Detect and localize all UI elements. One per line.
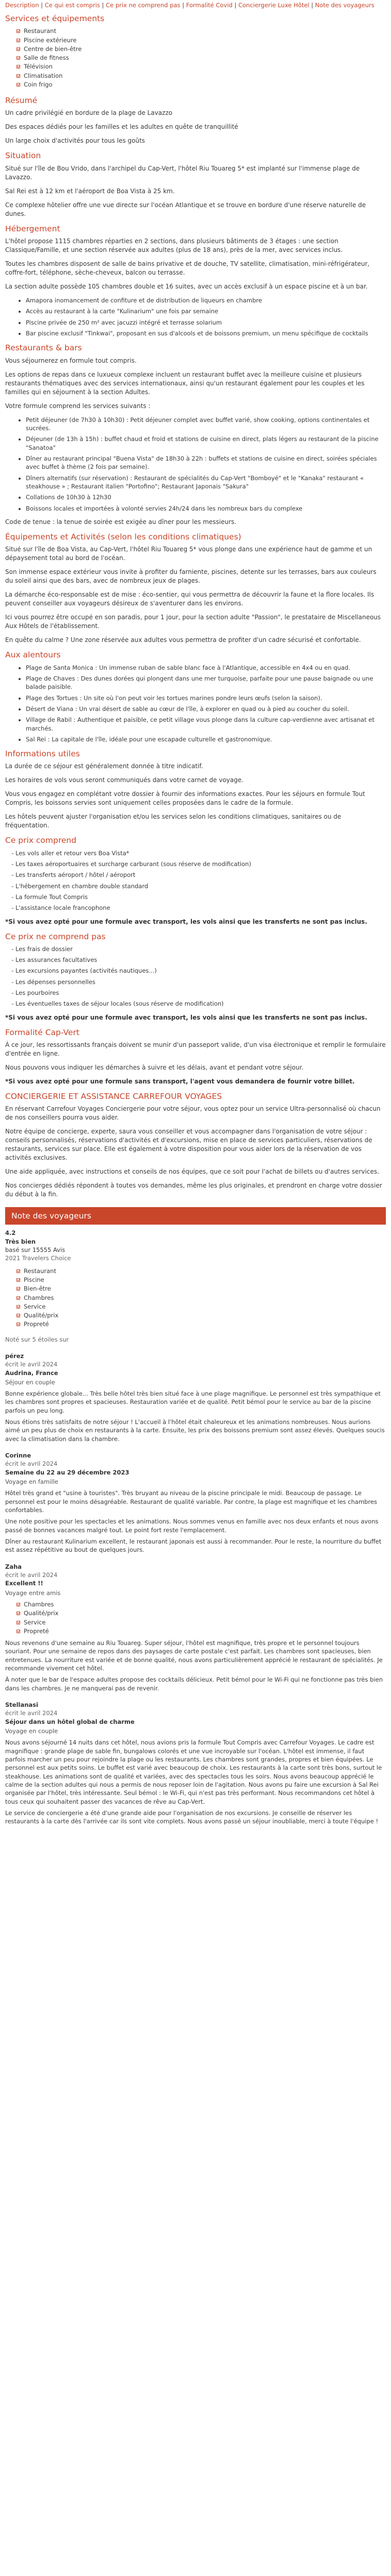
review-card — [5, 1352, 386, 1443]
list-item: Chambres — [17, 1294, 386, 1302]
review-stay-type: Séjour en couple — [5, 1378, 55, 1386]
infos-text: La durée de ce séjour est généralement donnée à titre indicatif. — [5, 762, 203, 770]
review-author: Stellanasi — [5, 1701, 38, 1709]
section-title-compris: Ce prix comprend — [5, 836, 77, 845]
list-item: - Les éventuelles taxes de séjour locales (sous réserve de modification) — [15, 999, 386, 1008]
list-item: • Dîners alternatifs (sur réservation) : Restaurant de spécialités du Cap-Vert "Bomboyé" et le "Kanaka" restaurant « steakhouse » ; Restaurant italien "Portofino"; Restaurant Japonais "Sakura" — [26, 474, 386, 491]
list-item: • Boissons locales et importées à volonté servies 24h/24 dans les nombreux bars du complexe — [26, 504, 386, 513]
review-tags — [5, 1267, 386, 1329]
review-score: 4.2 — [5, 1229, 16, 1237]
compris-list — [5, 849, 386, 912]
review-text: À noter que le bar de l'espace adultes propose des cocktails délicieux. Petit bémol pour le Wi-Fi qui ne fonctionne pas très bien dans les chambres. Je ne manquerai pas de revenir. — [5, 1676, 383, 1692]
anchor-link[interactable]: Ce prix ne comprend pas — [106, 2, 181, 9]
review-author: Zaha — [5, 1563, 22, 1570]
review-stay-type: Voyage en couple — [5, 1727, 58, 1735]
list-item: • Désert de Viana : Un vrai désert de sable au cœur de l'île, à explorer en quad ou à pied au coucher du soleil. — [26, 705, 386, 713]
list-item: • Dîner au restaurant principal "Buena Vista" de 18h30 à 22h : buffets et stations de cuisine en direct, soirées spéciales avec buffet à thème (2 fois par semaine). — [26, 454, 386, 471]
compris-note: *Si vous avez opté pour une formule avec transport, les vols ainsi que les transferts ne sont pas inclus. — [5, 918, 367, 925]
review-card — [5, 1451, 386, 1554]
list-item: - Les dépenses personnelles — [15, 978, 386, 986]
list-item: - Les excursions payantes (activités nautiques...) — [15, 967, 386, 975]
hebergement-text: La section adulte possède 105 chambres double et 16 suites, avec un accès exclusif à un espace piscine et à un bar. — [5, 283, 368, 291]
list-item: - Les transferts aéroport / hôtel / aéroport — [15, 871, 386, 879]
review-card — [5, 1563, 386, 1692]
alentours-list — [5, 664, 386, 744]
anchor-link[interactable]: Description — [5, 2, 39, 9]
services-list — [5, 27, 386, 89]
resume-text: Un cadre privilégié en bordure de la plage de Lavazzo — [5, 109, 173, 117]
review-text: Bonne expérience globale... Très belle hôtel très bien situé face à une plage magnifique. Le personnel est très sympathique et les chambres sont propres et spacieuses. Restauration variée et de qualité. Petit bémol pour le service au bar de la piscine parfois un peu long. — [5, 1390, 381, 1414]
activites-text: En quête du calme ? Une zone réservée aux adultes vous permettra de profiter d'un cadre sécurisé et confortable. — [5, 636, 361, 644]
list-item: - Les pourboires — [15, 989, 386, 997]
check-icon — [17, 1612, 20, 1615]
list-item: - Les vols aller et retour vers Boa Vista* — [15, 849, 386, 857]
review-stay-type: Voyage en famille — [5, 1478, 58, 1486]
formalite-text: Nous pouvons vous indiquer les démarches à suivre et les délais, avant et pendant votre séjour. — [5, 1063, 304, 1071]
section-title-activites: Équipements et Activités (selon les conditions climatiques) — [5, 532, 241, 541]
anchor-links: Description | Ce qui est compris | Ce prix ne comprend pas | Formalité Covid | Conciergerie Luxe Hôtel | Note des voyageurs — [5, 2, 374, 9]
review-text: Nous revenons d'une semaine au Riu Touareg. Super séjour, l'hôtel est magnifique, très propre et le personnel toujours souriant. Pour une semaine de repos dans des paysages de carte postale c'est parfait. Les chambres sont spacieuses, bien entretenues. La nourriture est variée et de bonne qualité, nous avons particulièrement apprécié le restaurant de spécialités. Je recommande vivement cet hôtel. — [5, 1639, 383, 1672]
conciergerie-text: En réservant Carrefour Voyages Conciergerie pour votre séjour, vous optez pour un service Ultra-personnalisé où chacun de nos conseillers pourra vous aider. — [5, 1105, 381, 1122]
check-icon — [17, 74, 20, 78]
check-icon — [17, 1603, 20, 1606]
review-date: écrit le avril 2024 — [5, 1709, 58, 1717]
list-item: • Village de Rabil : Authentique et paisible, ce petit village vous plonge dans la culture cap-verdienne avec artisanat et marchés. — [26, 716, 386, 733]
list-item: Piscine extérieure — [17, 36, 386, 45]
activites-text: Situé sur l'île de Boa Vista, au Cap-Vert, l'hôtel Riu Touareg 5* vous plonge dans une expérience haut de gamme et un dépaysement total au bord de l'océan. — [5, 546, 372, 562]
list-item: Restaurant — [17, 1267, 386, 1276]
infos-text: Les horaires de vols vous seront communiqués dans votre carnet de voyage. — [5, 776, 244, 784]
review-card — [5, 1701, 386, 1826]
list-item: Climatisation — [17, 72, 386, 80]
list-item: Coin frigo — [17, 80, 386, 89]
list-item: • Collations de 10h30 à 12h30 — [26, 493, 386, 501]
review-title: Excellent !! — [5, 1580, 43, 1587]
section-title-situation: Situation — [5, 151, 41, 161]
section-title-resume: Résumé — [5, 96, 38, 106]
list-item: • Déjeuner (de 13h à 15h) : buffet chaud et froid et stations de cuisine en direct, plats légers au restaurant de la piscine "Sanatoa" — [26, 435, 386, 452]
list-item: Service — [17, 1618, 386, 1627]
tripadvisor-note: Noté sur 5 étoiles sur — [5, 1335, 69, 1343]
list-item: Télévision — [17, 62, 386, 71]
review-author: pérez — [5, 1352, 24, 1360]
check-icon — [17, 39, 20, 42]
restaurants-text: Vous séjournerez en formule tout compris. — [5, 357, 137, 364]
list-item: • Bar piscine exclusif "Tinkwai", proposant en sus d'alcools et de boissons premium, un menu spécifique de cocktails — [26, 329, 386, 337]
list-item: Centre de bien-être — [17, 45, 386, 54]
review-title: Séjour dans un hôtel global de charme — [5, 1718, 135, 1725]
review-count: basé sur 15555 Avis — [5, 1246, 66, 1254]
review-tags — [5, 1600, 386, 1636]
list-item: Salle de fitness — [17, 54, 386, 62]
list-item: • Amapora inomancement de confiture et de distribution de liqueurs en chambre — [26, 296, 386, 304]
review-date: écrit le avril 2024 — [5, 1460, 58, 1468]
check-icon — [17, 1621, 20, 1624]
check-icon — [17, 1278, 20, 1282]
pas-compris-note: *Si vous avez opté pour une formule avec transport, les vols ainsi que les transferts ne sont pas inclus. — [5, 1013, 367, 1021]
list-item: • Accès au restaurant à la carte "Kulinarium" une fois par semaine — [26, 307, 386, 315]
section-title-infos: Informations utiles — [5, 749, 80, 759]
section-title-hebergement: Hébergement — [5, 224, 60, 233]
list-item: - L'assistance locale francophone — [15, 904, 386, 912]
review-title: Semaine du 22 au 29 décembre 2023 — [5, 1468, 129, 1476]
list-item: - Les assurances facultatives — [15, 956, 386, 964]
check-icon — [17, 1314, 20, 1317]
section-title-pas-compris: Ce prix ne comprend pas — [5, 931, 106, 941]
review-text: Hôtel très grand et "usine à touristes". Très bruyant au niveau de la piscine principale le midi. Beaucoup de passage. Le personnel est pour le moins désagréable. Restaurant de qualité variable. Par contre, la plage est magnifique et les chambres confortables. — [5, 1489, 377, 1514]
conciergerie-text: Notre équipe de concierge, experte, saura vous conseiller et vous accompagner dans l'organisation de votre séjour : conseils personnalisés, réservations d'activités et d'excursions, mise en place de services particuliers, réservations de restaurants, services sur place. Elle est également à votre disposition pour vous aider lors de la réservation de vos activités exclusives. — [5, 1128, 372, 1162]
check-icon — [17, 29, 20, 33]
check-icon — [17, 65, 20, 69]
review-score-label: Très bien — [5, 1238, 36, 1245]
situation-text: Ce complexe hôtelier offre une vue directe sur l'océan Atlantique et se trouve en bordure d'une réserve naturelle de dunes. — [5, 201, 366, 217]
review-provider: 2021 Travelers Choice — [5, 1255, 71, 1262]
review-text: Nous avons séjourné 14 nuits dans cet hôtel, nous avions pris la formule Tout Compris avec Carrefour Voyages. Le cadre est magnifique : grande plage de sable fin, bungalows colorés et une vue incroyable sur l'océan. L'hôtel est immense, il faut parfois marcher un peu pour rejoindre la plage ou les restaurants. Les chambres sont grandes, propres et bien équipées. Le personnel est aux petits soins. Le buffet est varié avec beaucoup de choix. Les restaurants à la carte sont très bons, surtout le steakhouse. Les animations sont de qualité et variées, avec des spectacles tous les soirs. Nous avons beaucoup apprécié le calme de la section adultes qui nous a permis de nous reposer loin de l'agitation. Nous avons pu faire une excursion à Sal Rei organisée par l'hôtel, très intéressante. Seul bémol : le Wi-Fi, qui n'est pas très performant. Nous recommandons cet hôtel à tous ceux qui souhaitent passer des vacances de rêve au Cap-Vert. — [5, 1739, 382, 1805]
list-item: - Les taxes aéroportuaires et surcharge carburant (sous réserve de modification) — [15, 860, 386, 868]
conciergerie-text: Une aide appliquée, avec instructions et conseils de nos équipes, que ce soit pour l'achat de billets ou d'autres services. — [5, 1168, 379, 1176]
anchor-link[interactable]: Note des voyageurs — [315, 2, 374, 9]
list-item: • Plage de Chaves : Des dunes dorées qui plongent dans une mer turquoise, parfaite pour une pause baignade ou une balade paisible. — [26, 674, 386, 691]
restaurants-text: Votre formule comprend les services suivants : — [5, 402, 151, 410]
list-item: • Plage des Tortues : Un site où l'on peut voir les tortues marines pondre leurs œufs (selon la saison). — [26, 694, 386, 702]
list-item: • Plage de Santa Monica : Un immense ruban de sable blanc face à l'Atlantique, accessible en 4x4 ou en quad. — [26, 664, 386, 672]
situation-text: Sal Rei est à 12 km et l'aéroport de Boa Vista à 25 km. — [5, 187, 175, 195]
check-icon — [17, 83, 20, 87]
check-icon — [17, 1305, 20, 1309]
list-item: Propreté — [17, 1627, 386, 1636]
list-item: Piscine — [17, 1276, 386, 1284]
check-icon — [17, 1287, 20, 1291]
resume-text: Un large choix d'activités pour tous les goûts — [5, 137, 145, 145]
review-author: Corinne — [5, 1452, 31, 1460]
restaurants-text: Les options de repas dans ce luxueux complexe incluent un restaurant buffet avec la meilleure cuisine et plusieurs restaurants thématiques avec des services internationaux, ainsi qu'un restaurant également pour les couples et les familles qui en séjournent à la section Adultes. — [5, 370, 365, 396]
conciergerie-text: Nos concierges dédiés répondent à toutes vos demandes, même les plus originales, et prendront en charge votre dossier du début à la fin. — [5, 1182, 382, 1198]
list-item: Qualité/prix — [17, 1311, 386, 1320]
formalite-text: À ce jour, les ressortissants français doivent se munir d'un passeport valide, d'un visa électronique et remplir le formulaire d'entrée en ligne. — [5, 1041, 386, 1057]
infos-text: Vous vous engagez en complétant votre dossier à fournir des informations exactes. Pour les séjours en formule Tout Compris, les boissons servies sont uniquement celles proposées dans le cadre de la formule. — [5, 790, 365, 807]
section-title-services: Services et équipements — [5, 14, 105, 24]
list-item: Propreté — [17, 1320, 386, 1329]
list-item: - La formule Tout Compris — [15, 893, 386, 901]
check-icon — [17, 47, 20, 51]
restaurants-text: Code de tenue : la tenue de soirée est exigée au dîner pour les messieurs. — [5, 518, 237, 526]
activites-text: Ici vous pourrez être occupé en son paradis, pour 1 jour, pour la section adulte "Passion", le prestataire de Miscellaneous Aux Hôtels de l'établissement. — [5, 614, 381, 630]
hebergement-list — [5, 296, 386, 337]
list-item: - L'hébergement en chambre double standard — [15, 882, 386, 890]
list-item: • Petit déjeuner (de 7h30 à 10h30) : Petit déjeuner complet avec buffet varié, show cooking, options continentales et sucrées. — [26, 416, 386, 433]
list-item: Restaurant — [17, 27, 386, 36]
check-icon — [17, 1269, 20, 1273]
anchor-link[interactable]: Conciergerie Luxe Hôtel — [238, 2, 309, 9]
section-title-conciergerie: CONCIERGERIE ET ASSISTANCE CARREFOUR VOYAGES — [5, 1092, 222, 1101]
section-title-formalite: Formalité Cap-Vert — [5, 1027, 79, 1037]
restaurants-list — [5, 416, 386, 513]
list-item: Qualité/prix — [17, 1609, 386, 1618]
anchor-link[interactable]: Ce qui est compris — [44, 2, 100, 9]
review-text: Le service de conciergerie a été d'une grande aide pour l'organisation de nos excursions. Je conseille de réserver les restaurants à la carte dès l'arrivée car ils sont vite complets. Nous avons passé un séjour inoubliable, merci à toute l'équipe ! — [5, 1809, 379, 1825]
activites-text: La démarche éco-responsable est de mise : éco-sentier, qui vous permettra de découvrir la faune et la flore locales. Ils peuvent conseiller aux voyageurs désireux de s'aventurer dans les environs. — [5, 591, 374, 607]
check-icon — [17, 1323, 20, 1326]
section-title-alentours: Aux alentours — [5, 650, 61, 660]
list-item: • Sal Rei : La capitale de l'île, idéale pour une escapade culturelle et gastronomique. — [26, 735, 386, 743]
list-item: Chambres — [17, 1600, 386, 1609]
review-date: écrit le avril 2024 — [5, 1361, 58, 1368]
check-icon — [17, 56, 20, 60]
review-title: Audrina, France — [5, 1369, 58, 1377]
review-date: écrit le avril 2024 — [5, 1571, 58, 1579]
anchor-link[interactable]: Formalité Covid — [186, 2, 233, 9]
hebergement-text: Toutes les chambres disposent de salle de bains privative et de douche, TV satellite, climatisation, mini-réfrigérateur, coffre-fort, téléphone, sèche-cheveux, balcon ou terrasse. — [5, 260, 370, 276]
hebergement-text: L'hôtel propose 1115 chambres réparties en 2 sections, dans plusieurs bâtiments de 3 étages : une section Classique/Famille, et une section réservée aux adultes (plus de 18 ans), près de la mer, avec services inclus. — [5, 237, 343, 253]
review-text: Dîner au restaurant Kulinarium excellent, le restaurant japonais est aussi à recommander. Pour le reste, la nourriture du buffet est assez répétitive au bout de quelques jours. — [5, 1538, 382, 1554]
check-icon — [17, 1296, 20, 1300]
resume-text: Des espaces dédiés pour les familles et les adultes en quête de tranquillité — [5, 123, 238, 131]
review-text: Une note positive pour les spectacles et les animations. Nous sommes venus en famille avec nos deux enfants et nous avons passé de bonnes vacances malgré tout. Le point fort reste l'emplacement. — [5, 1518, 379, 1534]
formalite-note: *Si vous avez opté pour une formule sans transport, l'agent vous demandera de fournir votre billet. — [5, 1078, 355, 1085]
infos-text: Les hôtels peuvent ajuster l'organisation et/ou les services selon les conditions climatiques, sanitaires ou de fréquentation. — [5, 813, 341, 829]
pas-compris-list — [5, 945, 386, 1008]
reviews-header-bar: Note des voyageurs — [5, 1207, 386, 1225]
list-item: • Piscine privée de 250 m² avec jacuzzi intégré et terrasse solarium — [26, 318, 386, 327]
review-stay-type: Voyage entre amis — [5, 1589, 61, 1597]
review-text: Nous étions très satisfaits de notre séjour ! L'accueil à l'hôtel était chaleureux et les animations nombreuses. Nous aurions aimé un peu plus de choix en restaurants à la carte. Ensuite, les prix des boissons premium sont assez élevés. Quelques soucis avec la climatisation dans la chambre. — [5, 1418, 385, 1443]
activites-text: Son immense espace extérieur vous invite à profiter du farniente, piscines, detente sur les terrasses, bars aux couleurs du soleil ainsi que des bars, avec de nombreux jeux de plages. — [5, 568, 377, 585]
check-icon — [17, 1630, 20, 1633]
list-item: - Les frais de dossier — [15, 945, 386, 953]
reviews-summary — [5, 1229, 386, 1343]
list-item: Bien-être — [17, 1284, 386, 1293]
section-title-restaurants: Restaurants & bars — [5, 343, 82, 353]
list-item: Service — [17, 1302, 386, 1311]
situation-text: Situé sur l'île de Bou Vrido, dans l'archipel du Cap-Vert, l'hôtel Riu Touareg 5* est implanté sur l'immense plage de Lavazzo. — [5, 164, 360, 181]
